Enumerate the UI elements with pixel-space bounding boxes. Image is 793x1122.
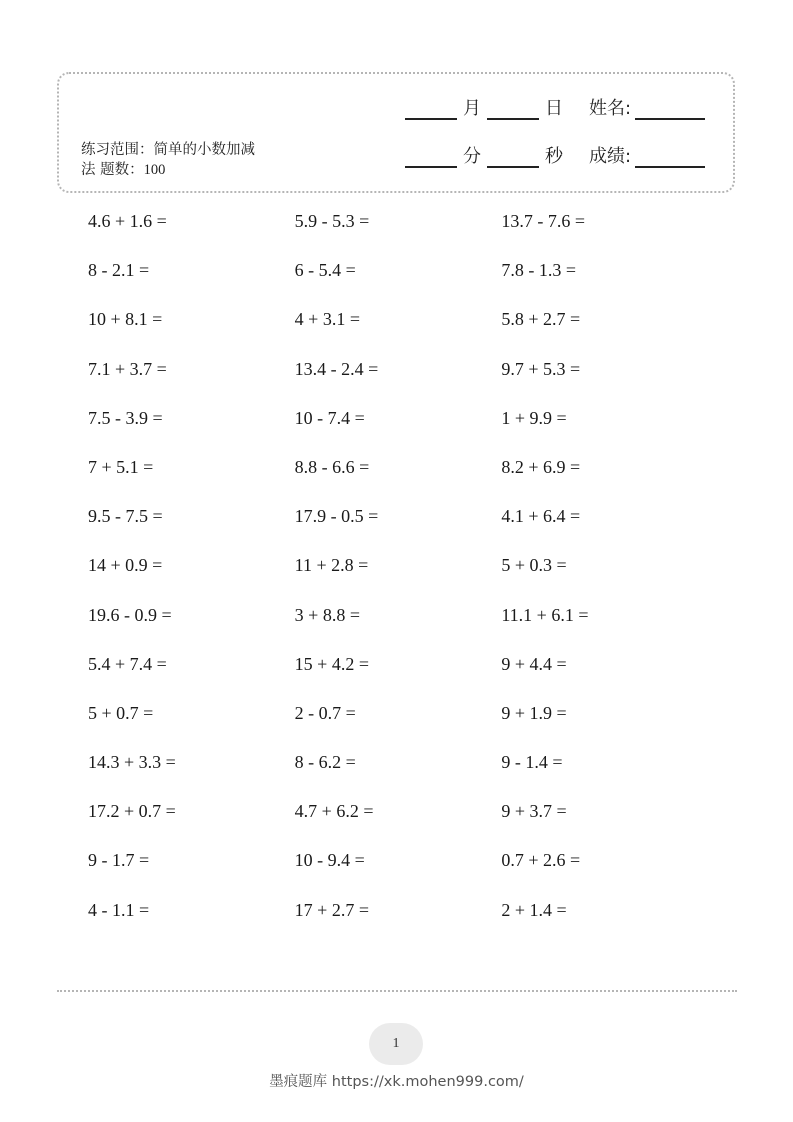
problem-item: 17.2 + 0.7 = (88, 801, 176, 822)
question-count-value: 100 (143, 162, 166, 178)
problem-item: 7.8 - 1.3 = (501, 260, 576, 281)
date-name-row (405, 98, 705, 120)
problem-row (88, 257, 708, 306)
problem-item: 17.9 - 0.5 = (294, 506, 379, 527)
problem-grid (88, 208, 708, 946)
problem-item: 0.7 + 2.6 = (501, 850, 581, 871)
problem-item: 5 + 0.7 = (88, 702, 154, 723)
day-blank[interactable] (487, 98, 539, 120)
footer-site-text: 墨痕题库 https://xk.mohen999.com/ (269, 1074, 524, 1090)
problem-item: 10 - 9.4 = (294, 850, 365, 871)
worksheet-header-box (57, 72, 735, 193)
problem-item: 11.1 + 6.1 = (501, 604, 589, 625)
problem-row (88, 651, 708, 700)
problem-item: 1 + 9.9 = (501, 407, 567, 428)
month-blank[interactable] (405, 98, 457, 120)
score-label: 成绩: (589, 146, 632, 167)
problem-item: 2 - 0.7 = (294, 702, 356, 723)
day-label: 日 (545, 98, 563, 119)
practice-range-line1: 练习范围：简单的小数加减 (81, 142, 255, 158)
score-blank[interactable] (635, 146, 705, 168)
problem-row (88, 700, 708, 749)
name-label: 姓名: (589, 98, 632, 119)
problem-item: 9 - 1.4 = (501, 752, 563, 773)
problem-item: 13.7 - 7.6 = (501, 211, 585, 231)
problem-row (88, 552, 708, 601)
problem-item: 9 + 4.4 = (501, 653, 567, 674)
problem-row (88, 749, 708, 798)
question-count-label: 题数： (100, 162, 144, 178)
problem-item: 4.6 + 1.6 = (88, 211, 167, 231)
problem-item: 8.2 + 6.9 = (501, 456, 581, 477)
problem-item: 14 + 0.9 = (88, 555, 163, 576)
problem-item: 13.4 - 2.4 = (294, 358, 379, 379)
problem-item: 4.7 + 6.2 = (294, 801, 374, 822)
problem-item: 9.5 - 7.5 = (88, 506, 163, 527)
practice-range-count-line (81, 160, 291, 180)
problem-row (88, 847, 708, 896)
problem-item: 7.5 - 3.9 = (88, 407, 163, 428)
time-score-row (405, 146, 705, 168)
problem-item: 5 + 0.3 = (501, 555, 567, 576)
problem-item: 2 + 1.4 = (501, 899, 567, 920)
problem-item: 9 + 1.9 = (501, 702, 567, 723)
problem-row (88, 602, 708, 651)
page-number: 1 (392, 1036, 400, 1051)
problem-item: 9.7 + 5.3 = (501, 358, 581, 379)
minute-label: 分 (463, 146, 481, 167)
problem-row (88, 356, 708, 405)
minute-blank[interactable] (405, 146, 457, 168)
problem-item: 7.1 + 3.7 = (88, 358, 167, 379)
problem-item: 3 + 8.8 = (294, 604, 360, 625)
practice-info (81, 140, 291, 180)
problem-item: 8 - 2.1 = (88, 260, 150, 281)
problem-item: 15 + 4.2 = (294, 653, 369, 674)
problem-item: 19.6 - 0.9 = (88, 604, 172, 625)
problem-item: 5.4 + 7.4 = (88, 653, 167, 674)
problem-item: 17 + 2.7 = (294, 899, 369, 920)
second-label: 秒 (545, 146, 563, 167)
problem-row (88, 897, 708, 946)
problem-row (88, 306, 708, 355)
problem-item: 6 - 5.4 = (294, 260, 356, 281)
problem-item: 4.1 + 6.4 = (501, 506, 581, 527)
problem-row (88, 454, 708, 503)
footer-divider (57, 990, 737, 992)
problem-item: 9 + 3.7 = (501, 801, 567, 822)
name-blank[interactable] (635, 98, 705, 120)
month-label: 月 (463, 98, 481, 119)
problem-item: 8.8 - 6.6 = (294, 456, 370, 477)
page-number-badge (369, 1023, 423, 1065)
problem-row (88, 208, 708, 257)
problem-row (88, 503, 708, 552)
problem-item: 9 - 1.7 = (88, 850, 150, 871)
practice-range-line2: 法 (81, 162, 96, 178)
problem-item: 5.8 + 2.7 = (501, 309, 581, 330)
second-blank[interactable] (487, 146, 539, 168)
problem-row (88, 798, 708, 847)
problem-item: 4 + 3.1 = (294, 309, 360, 330)
problem-item: 7 + 5.1 = (88, 456, 154, 477)
problem-item: 10 - 7.4 = (294, 407, 365, 428)
problem-item: 8 - 6.2 = (294, 752, 356, 773)
problem-item: 5.9 - 5.3 = (294, 211, 370, 231)
problem-item: 4 - 1.1 = (88, 899, 150, 920)
problem-row (88, 405, 708, 454)
problem-item: 14.3 + 3.3 = (88, 752, 176, 773)
problem-item: 11 + 2.8 = (294, 555, 369, 576)
problem-item: 10 + 8.1 = (88, 309, 163, 330)
